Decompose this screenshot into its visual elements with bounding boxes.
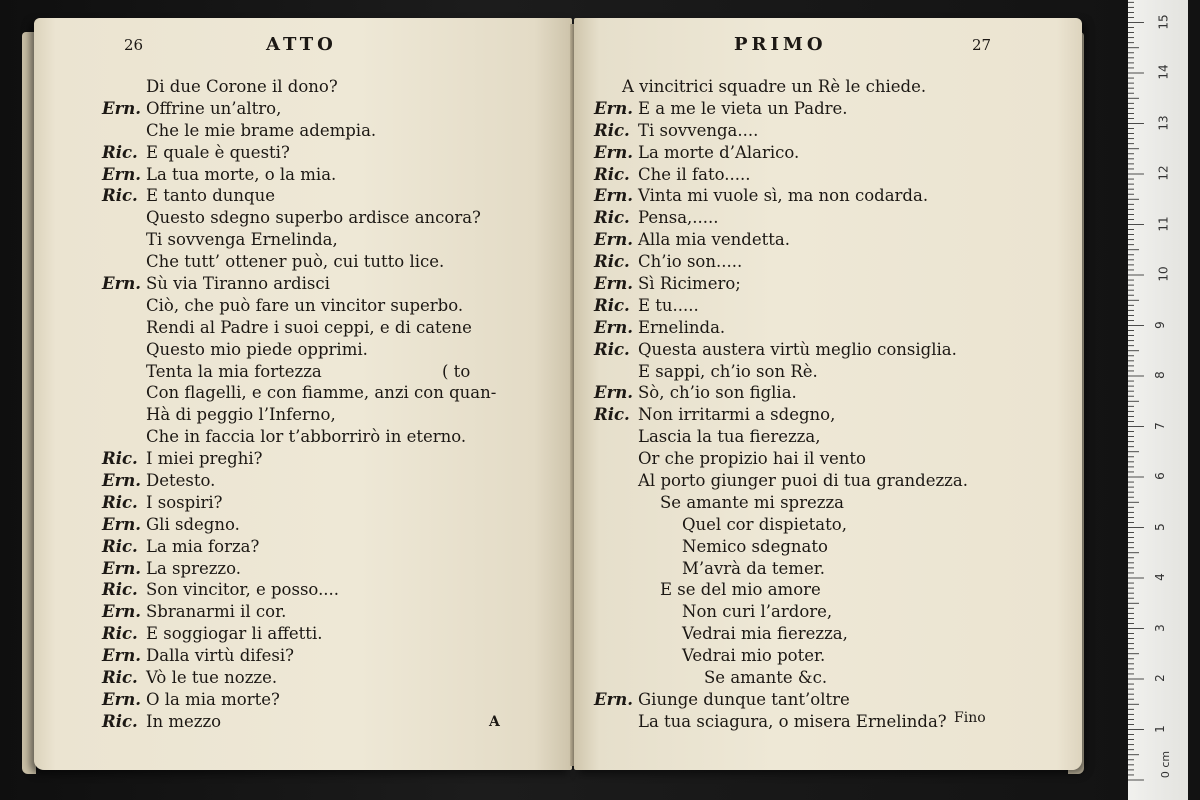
verse-text: Tenta la mia fortezza xyxy=(146,361,322,381)
speaker-label: Ric. xyxy=(594,339,630,359)
speaker-label: Ern. xyxy=(102,689,142,709)
speaker-label: Ern. xyxy=(102,164,142,184)
verse-text: Che tutt’ ottener può, cui tutto lice. xyxy=(146,252,445,272)
ruler-number: 13 xyxy=(1156,114,1171,131)
ruler-number: 2 xyxy=(1152,674,1167,682)
verse-text: E quale è questi? xyxy=(146,142,290,162)
verse-text: E tanto dunque xyxy=(146,186,275,206)
ruler-number: 3 xyxy=(1152,623,1167,632)
verse-text: Che il fato..... xyxy=(638,164,751,184)
right-page xyxy=(574,18,1082,770)
speaker-label: Ric. xyxy=(102,624,138,644)
verse-text: Quel cor dispietato, xyxy=(682,514,847,534)
speaker-label: Ern. xyxy=(102,558,142,578)
speaker-label: Ric. xyxy=(102,492,138,512)
speaker-label: Ern. xyxy=(102,646,142,666)
speaker-label: Ric. xyxy=(102,186,138,206)
verse-text: Sbranarmi il cor. xyxy=(146,602,287,622)
verse-text: Sì Ricimero; xyxy=(638,274,741,294)
ruler-number: 4 xyxy=(1152,573,1167,581)
page-number-left: 26 xyxy=(124,36,144,54)
verse-text: Non curi l’ardore, xyxy=(682,602,833,622)
catchword-right: Fino xyxy=(954,710,986,726)
speaker-label: Ric. xyxy=(594,208,630,228)
verse-text: M’avrà da temer. xyxy=(682,558,826,578)
line-overflow-text: ( to xyxy=(442,361,471,381)
verse-text: Con flagelli, e con fiamme, anzi con quan- xyxy=(146,383,497,403)
speaker-label: Ric. xyxy=(102,449,138,469)
verse-text: Rendi al Padre i suoi ceppi, e di catene xyxy=(146,317,472,337)
verse-text: La morte d’Alarico. xyxy=(638,142,800,162)
ruler-number: 5 xyxy=(1152,522,1167,531)
verse-text: E soggiogar li affetti. xyxy=(146,624,323,644)
verse-text: La tua morte, o la mia. xyxy=(146,164,337,184)
verse-text: Sò, ch’io son figlia. xyxy=(638,383,797,403)
speaker-label: Ern. xyxy=(594,186,634,206)
verse-text: Pensa,..... xyxy=(638,208,719,228)
verse-text: E sappi, ch’io son Rè. xyxy=(638,361,818,381)
verse-text: E tu..... xyxy=(638,295,699,315)
verse-text: Offrine un’altro, xyxy=(146,98,282,118)
verse-text: Questo sdegno superbo ardisce ancora? xyxy=(146,208,481,228)
speaker-label: Ern. xyxy=(102,514,142,534)
speaker-label: Ern. xyxy=(102,98,142,118)
verse-text: Hà di peggio l’Inferno, xyxy=(146,405,336,425)
verse-text: O la mia morte? xyxy=(146,689,280,709)
speaker-label: Ric. xyxy=(594,164,630,184)
verse-text: La sprezzo. xyxy=(146,558,241,578)
verse-text: Che in faccia lor t’abborrirò in eterno. xyxy=(146,427,467,447)
speaker-label: Ern. xyxy=(594,274,634,294)
ruler-number: 15 xyxy=(1156,13,1171,30)
verse-text: Detesto. xyxy=(146,471,216,491)
ruler-number: 6 xyxy=(1152,472,1167,480)
verse-text: Che le mie brame adempia. xyxy=(146,120,377,140)
ruler-number: 12 xyxy=(1156,165,1171,181)
verse-text: Vò le tue nozze. xyxy=(146,668,278,688)
verse-text: E se del mio amore xyxy=(660,580,821,600)
running-head-left: ATTO xyxy=(266,34,337,55)
verse-text: Ciò, che può fare un vincitor superbo. xyxy=(146,295,464,315)
verse-text: Non irritarmi a sdegno, xyxy=(638,405,836,425)
catchword-left: A xyxy=(489,714,500,730)
verse-text: La tua sciagura, o misera Ernelinda? xyxy=(638,711,947,731)
verse-text: A vincitrici squadre un Rè le chiede. xyxy=(622,77,927,96)
speaker-label: Ern. xyxy=(102,602,142,622)
verse-text: Alla mia vendetta. xyxy=(638,230,790,250)
verse-text: E a me le vieta un Padre. xyxy=(638,98,848,118)
speaker-label: Ric. xyxy=(102,580,138,600)
verse-text: Or che propizio hai il vento xyxy=(638,449,866,469)
speaker-label: Ric. xyxy=(102,536,138,556)
speaker-label: Ric. xyxy=(594,295,630,315)
ruler-number: 8 xyxy=(1152,371,1167,379)
speaker-label: Ric. xyxy=(102,711,138,731)
verse-text: Questa austera virtù meglio consiglia. xyxy=(638,339,957,359)
verse-text: Al porto giunger puoi di tua grandezza. xyxy=(638,471,968,491)
verse-text: Giunge dunque tant’oltre xyxy=(638,689,850,709)
verse-text: Ti sovvenga.... xyxy=(638,120,759,140)
ruler-number: 7 xyxy=(1152,421,1167,430)
verse-text: Se amante mi sprezza xyxy=(660,492,844,512)
verse-text: Gli sdegno. xyxy=(146,514,240,534)
speaker-label: Ern. xyxy=(594,317,634,337)
verse-text: In mezzo xyxy=(146,711,222,731)
verse-text: Sù via Tiranno ardisci xyxy=(146,274,330,294)
verse-text: La mia forza? xyxy=(146,536,260,556)
speaker-label: Ern. xyxy=(594,98,634,118)
verse-text: Se amante &c. xyxy=(704,668,828,688)
left-page xyxy=(34,18,572,770)
page-number-right: 27 xyxy=(972,36,992,54)
verse-text: Vinta mi vuole sì, ma non codarda. xyxy=(638,186,929,206)
ruler-number: 10 xyxy=(1156,266,1171,282)
verse-text: Ch’io son..... xyxy=(638,252,743,272)
speaker-label: Ric. xyxy=(594,120,630,140)
speaker-label: Ric. xyxy=(594,252,630,272)
speaker-label: Ern. xyxy=(594,689,634,709)
speaker-label: Ern. xyxy=(102,471,142,491)
verse-text: Di due Corone il dono? xyxy=(146,77,338,96)
running-head-right: PRIMO xyxy=(734,34,827,55)
open-book xyxy=(22,18,1082,780)
verse-text: Son vincitor, e posso.... xyxy=(146,580,340,600)
verse-text: Vedrai mio poter. xyxy=(682,646,826,666)
ruler-number: 11 xyxy=(1156,215,1171,232)
speaker-label: Ern. xyxy=(594,383,634,403)
verse-text: Vedrai mia fierezza, xyxy=(682,624,848,644)
ruler-number: 9 xyxy=(1152,320,1167,329)
ruler-number: 14 xyxy=(1156,64,1171,80)
verse-text: Questo mio piede opprimi. xyxy=(146,339,368,359)
speaker-label: Ern. xyxy=(594,142,634,162)
ruler-number: 1 xyxy=(1152,724,1167,733)
ruler-unit-label: 0 cm xyxy=(1159,750,1173,779)
verse-text: Dalla virtù difesi? xyxy=(146,646,294,666)
measuring-ruler xyxy=(1128,0,1188,800)
verse-text: Lascia la tua fierezza, xyxy=(638,427,821,447)
verse-text: Ti sovvenga Ernelinda, xyxy=(146,230,338,250)
verse-text: I sospiri? xyxy=(146,492,223,512)
verse-text: I miei preghi? xyxy=(146,449,263,469)
speaker-label: Ern. xyxy=(102,274,142,294)
speaker-label: Ric. xyxy=(594,405,630,425)
speaker-label: Ric. xyxy=(102,142,138,162)
verse-text: Ernelinda. xyxy=(638,317,726,337)
speaker-label: Ric. xyxy=(102,668,138,688)
speaker-label: Ern. xyxy=(594,230,634,250)
verse-text: Nemico sdegnato xyxy=(682,536,828,556)
